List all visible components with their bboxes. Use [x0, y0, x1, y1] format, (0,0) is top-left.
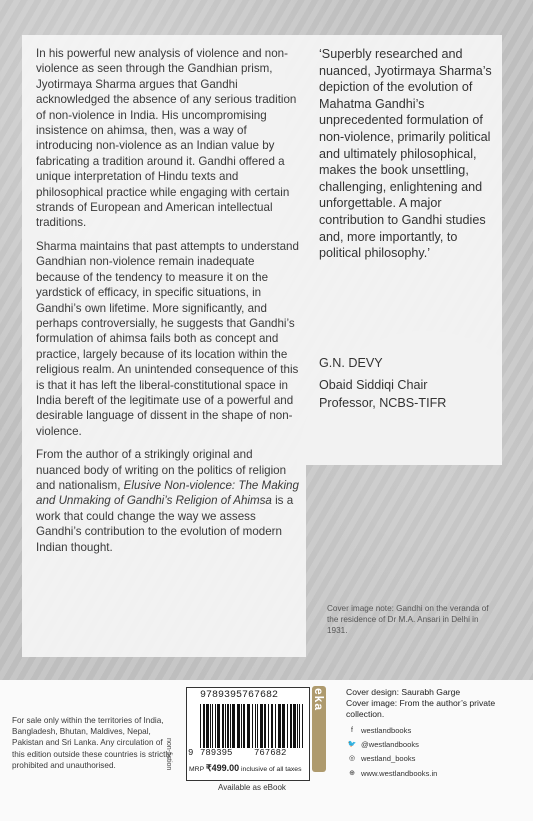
- barcode-bar: [210, 704, 211, 748]
- barcode-bar: [200, 704, 201, 748]
- instagram-icon: ◎: [348, 755, 356, 763]
- barcode-bar: [252, 704, 253, 748]
- isbn-number: 9789395767682: [200, 690, 279, 701]
- barcode-bar: [237, 704, 240, 748]
- social-facebook[interactable]: f westlandbooks: [347, 724, 527, 738]
- cover-image-credit: Cover image: From the author’s private collection.: [346, 698, 496, 720]
- barcode-bar: [271, 704, 273, 748]
- endorser-name: G.N. DEVY: [319, 356, 383, 370]
- cover-design-credit: Cover design: Saurabh Garge: [346, 687, 461, 697]
- social-twitter[interactable]: 🐦 @westlandbooks: [347, 738, 527, 752]
- blurb: [36, 46, 300, 563]
- barcode-bar: [268, 704, 269, 748]
- barcode-bar: [203, 704, 205, 748]
- barcode-bar: [206, 704, 209, 748]
- endorser-affiliation: Professor, NCBS-TIFR: [319, 396, 447, 410]
- barcode-bar: [222, 704, 224, 748]
- website-link[interactable]: ⊕ www.westlandbooks.in: [347, 767, 527, 781]
- barcode-bar: [302, 704, 303, 748]
- barcode-bar: [260, 704, 263, 748]
- barcode-bar: [227, 704, 229, 748]
- barcode-bar: [287, 704, 288, 748]
- isbn-digits: 9 789395 767682: [188, 748, 287, 758]
- twitter-icon: 🐦: [347, 741, 357, 749]
- barcode-bar: [257, 704, 258, 748]
- barcode-bar: [217, 704, 220, 748]
- social-instagram[interactable]: ◎ westland_books: [347, 752, 527, 766]
- category-label: non-fiction: [165, 738, 172, 771]
- barcode-bar: [241, 704, 242, 748]
- barcode-bar: [299, 704, 300, 748]
- facebook-icon: f: [351, 727, 353, 734]
- barcode-bar: [212, 704, 213, 748]
- social-links: [347, 724, 527, 781]
- ebook-note: Available as eBook: [218, 783, 286, 792]
- barcode-bar: [243, 704, 245, 748]
- cover-credits: [346, 687, 526, 721]
- price: ₹499.00: [205, 763, 240, 773]
- barcode-bar: [282, 704, 285, 748]
- barcode-bar: [278, 704, 281, 748]
- cover-image-note: Cover image note: Gandhi on the veranda of the residence of Dr M.A. Ansari in Delhi in 1931.: [327, 604, 489, 635]
- endorsement-attribution: [319, 355, 504, 413]
- barcode-bar: [255, 704, 256, 748]
- barcode-bar: [225, 704, 226, 748]
- globe-icon: ⊕: [349, 769, 355, 777]
- barcode-bar: [230, 704, 231, 748]
- barcode-bar: [215, 704, 216, 748]
- barcode-bar: [232, 704, 235, 748]
- price-label: MRP ₹499.00 inclusive of all taxes: [189, 763, 302, 773]
- barcode-bar: [290, 704, 292, 748]
- barcode-bar: [275, 704, 276, 748]
- book-title: Elusive Non-violence: The Making and Unmaking of Gandhi’s Religion of Ahimsa: [36, 478, 299, 508]
- blurb-paragraph-3: From the author of a strikingly original and nuanced body of writing on the politics of religion and nationalism, Elusive Non-violence: The Making and Unmaking of Gandhi’s Religion of Ahimsa is a work that could change the way we assess Gandhi’s contribution to the evolution of modern Indian thought.: [36, 448, 299, 554]
- barcode-bar: [293, 704, 296, 748]
- endorsement-quote: ‘Superbly researched and nuanced, Jyotirmaya Sharma’s depiction of the evolution of Mahatma Gandhi’s unprecedented formulation of non-violence, primarily political and ultimately philosophical, makes the book unsettling, challenging, enlightening and unforgettable. A major contribution to Gandhi studies and, more importantly, to political philosophy.’: [319, 47, 492, 261]
- barcode-bar: [264, 704, 266, 748]
- publisher-logo: eka: [312, 686, 326, 772]
- barcode-bar: [297, 704, 298, 748]
- blurb-paragraph-1: In his powerful new analysis of violence and non-violence as seen through the Gandhian prism, Jyotirmaya Sharma argues that Gandhi acknowledged the absence of any serious tradition of non-violence in India. His uncompromising insistence on ahimsa, then, was a way of introducing non-violence as an Indian value by fabricating a tradition around it. Gandhi offered a unique interpretation of Hindu texts and philosophical practice while engaging with certain strands of European and American intellectual traditions.: [36, 47, 297, 230]
- territory-note: For sale only within the territories of India, Bangladesh, Bhutan, Maldives, Nepal, Pakistan and Sri Lanka. Any circulation of this edition outside these countries is strictly prohibited and unauthorised.: [12, 716, 172, 770]
- blurb-paragraph-2: Sharma maintains that past attempts to understand Gandhian non-violence remain inadequate because of the tendency to measure it on the yardstick of efficacy, in specific situations, in Gandhi’s own lifetime. More significantly, and perhaps controversially, he suggests that Gandhi’s formulation of ahimsa fails both as concept and practice, largely because of its location within the religious realm. An unintended consequence of this is that it has left the liberal-constitutional space in India bereft of the legitimate use of a powerful and desirable language of dissent in the shape of non-violence.: [36, 239, 299, 438]
- barcode-bar: [247, 704, 250, 748]
- barcode-bars: [200, 704, 304, 748]
- endorser-role: Obaid Siddiqi Chair: [319, 378, 428, 392]
